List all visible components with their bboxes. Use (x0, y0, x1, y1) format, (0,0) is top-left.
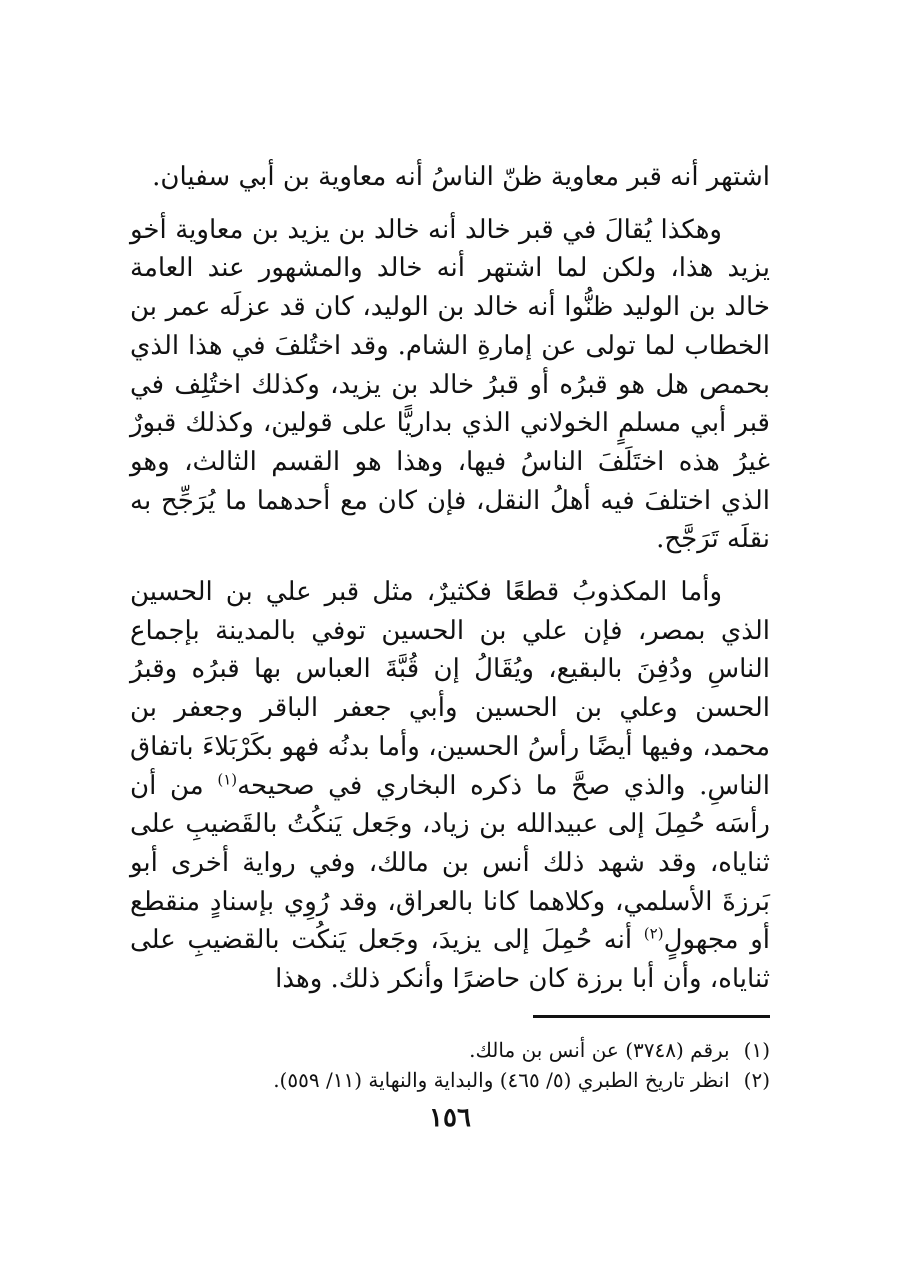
page-number: ١٥٦ (429, 1103, 471, 1133)
footnotes (130, 1035, 770, 1095)
paragraph-3 (130, 573, 770, 999)
paragraph-3-part-3: أنه حُمِلَ إلى يزيدَ، وجَعل يَنكُت بالقضيبِ على ثناياه، وأن أبا برزة كان حاضرًا وأنكر ذلك. وهذا (130, 925, 770, 995)
footnote-2 (130, 1065, 770, 1095)
footnote-divider (533, 1015, 770, 1018)
footnote-1-text: برقم (٣٧٤٨) عن أنس بن مالك. (469, 1038, 730, 1062)
paragraph-1: اشتهر أنه قبر معاوية ظنّ الناسُ أنه معاوية بن أبي سفيان. (152, 162, 770, 192)
footnote-2-text: انظر تاريخ الطبري (٥/ ٤٦٥) والبداية والنهاية (١١/ ٥٥٩). (273, 1068, 730, 1092)
footnote-1 (130, 1035, 770, 1065)
main-text (130, 158, 770, 999)
paragraph-3-part-1: وأما المكذوبُ قطعًا فكثيرٌ، مثل قبر علي بن الحسين الذي بمصر، فإن علي بن الحسين توفي بالمدينة بإجماع الناسِ ودُفِنَ بالبقيع، ويُقَالُ إن قُبَّةَ العباس بها قبرُه وقبرُ الحسن وعلي بن الحسين وأبي جعفر الباقر وجعفر بن محمد، وفيها أيضًا رأسُ الحسين، وأما بدنُه فهو بكَرْبَلاءَ باتفاق الناسِ. والذي صحَّ ما ذكره البخاري في صحيحه (130, 577, 770, 801)
paragraph-2: وهكذا يُقالَ في قبر خالد أنه خالد بن يزيد بن معاوية أخو يزيد هذا، ولكن لما اشتهر أنه خالد والمشهور عند العامة خالد بن الوليد ظنُّوا أنه خالد بن الوليد، كان قد عزلَه عمر بن الخطاب لما تولى عن إمارةِ الشام. وقد اختُلفَ في هذا الذي بحمص هل هو قبرُه أو قبرُ خالد بن يزيد، وكذلك اختُلِف في قبر أبي مسلمٍ الخولاني الذي بداريًّا على قولين، وكذلك قبورٌ غيرُ هذه اختَلَفَ الناسُ فيها، وهذا هو القسم الثالث، وهو الذي اختلفَ فيه أهلُ النقل، فإن كان مع أحدهما ما يُرَجِّح به نقلَه تَرَجَّح. (130, 214, 770, 555)
paragraph-3-part-2: من أن رأسَه حُمِلَ إلى عبيدالله بن زياد، وجَعل يَنكُتُ بالقَضيبِ على ثناياه، وقد شهد ذلك أنس بن مالك، وفي رواية أخرى أبو بَرزةَ الأسلمي، وكلاهما كانا بالعراق، وقد رُوِي بإسنادٍ منقطع أو مجهولٍ (130, 770, 770, 956)
footnote-1-number: (١) (743, 1038, 770, 1062)
footnote-marker-2[interactable]: (٢) (643, 924, 664, 943)
footnote-2-number: (٢) (743, 1068, 770, 1092)
footnote-marker-1[interactable]: (١) (217, 769, 238, 788)
